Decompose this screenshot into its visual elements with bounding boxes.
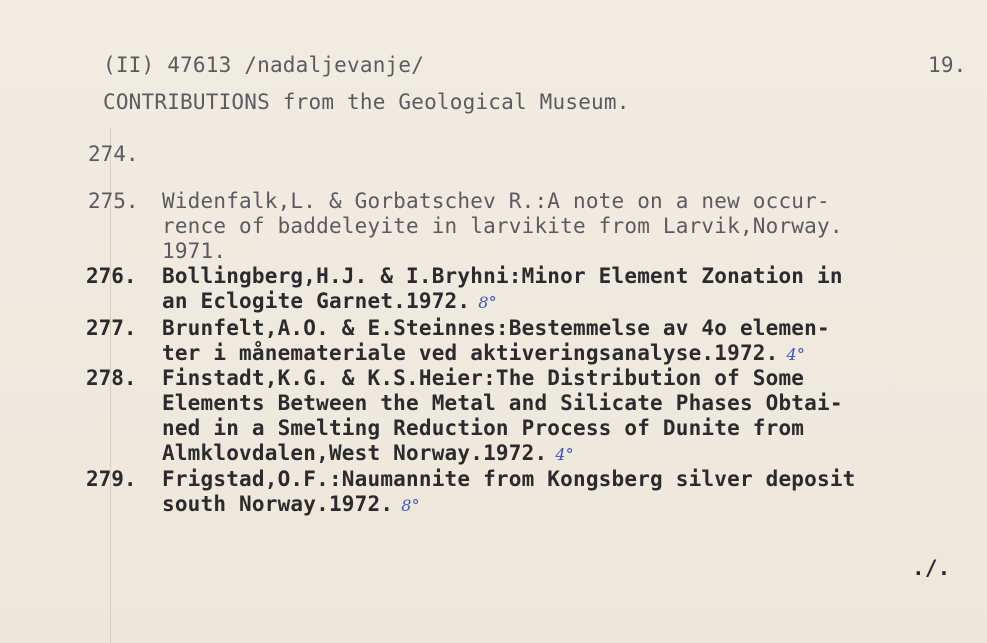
entry-number: 276. (86, 264, 137, 288)
entry-line: rence of baddeleyite in larvikite from Larvik,Norway. (162, 214, 843, 238)
continuation-mark: ./. (912, 556, 951, 580)
handwritten-format-note: 4° (555, 445, 574, 464)
entry-line: Brunfelt,A.O. & E.Steinnes:Bestemmelse av 4o elemen- (162, 316, 830, 340)
entry-line: ned in a Smelting Reduction Process of Dunite from (162, 416, 805, 440)
entry-number: 277. (86, 316, 137, 340)
entry-line (162, 341, 805, 367)
series-title: CONTRIBUTIONS from the Geological Museum. (103, 90, 630, 114)
entry-line-text: south Norway.1972. (162, 492, 394, 516)
entry-number: 278. (86, 366, 137, 390)
entry-number: 274. (88, 142, 139, 166)
entry-line-text: Almklovdalen,West Norway.1972. (162, 441, 548, 465)
entry-line-text: an Eclogite Garnet.1972. (162, 289, 471, 313)
entry-line (162, 441, 574, 467)
entry-line: Bollingberg,H.J. & I.Bryhni:Minor Element Zonation in (162, 264, 843, 288)
handwritten-format-note: 8° (401, 496, 420, 515)
entry-number: 275. (88, 189, 139, 213)
entry-line: 1971. (162, 239, 227, 263)
entry-line-text: ter i månemateriale ved aktiveringsanalyse.1972. (162, 341, 779, 365)
entry-line: Finstadt,K.G. & K.S.Heier:The Distribution of Some (162, 366, 805, 390)
entry-line: Frigstad,O.F.:Naumannite from Kongsberg silver deposit (162, 467, 856, 491)
entry-line (162, 492, 420, 518)
entry-line: Widenfalk,L. & Gorbatschev R.:A note on a new occur- (162, 189, 830, 213)
entry-line (162, 289, 497, 315)
entry-line: Elements Between the Metal and Silicate Phases Obtai- (162, 391, 843, 415)
handwritten-format-note: 8° (478, 293, 497, 312)
handwritten-format-note: 4° (786, 345, 806, 364)
card-header-reference: (II) 47613 /nadaljevanje/ (103, 53, 425, 77)
card-page-number: 19. (928, 53, 967, 77)
entry-number: 279. (86, 467, 137, 491)
